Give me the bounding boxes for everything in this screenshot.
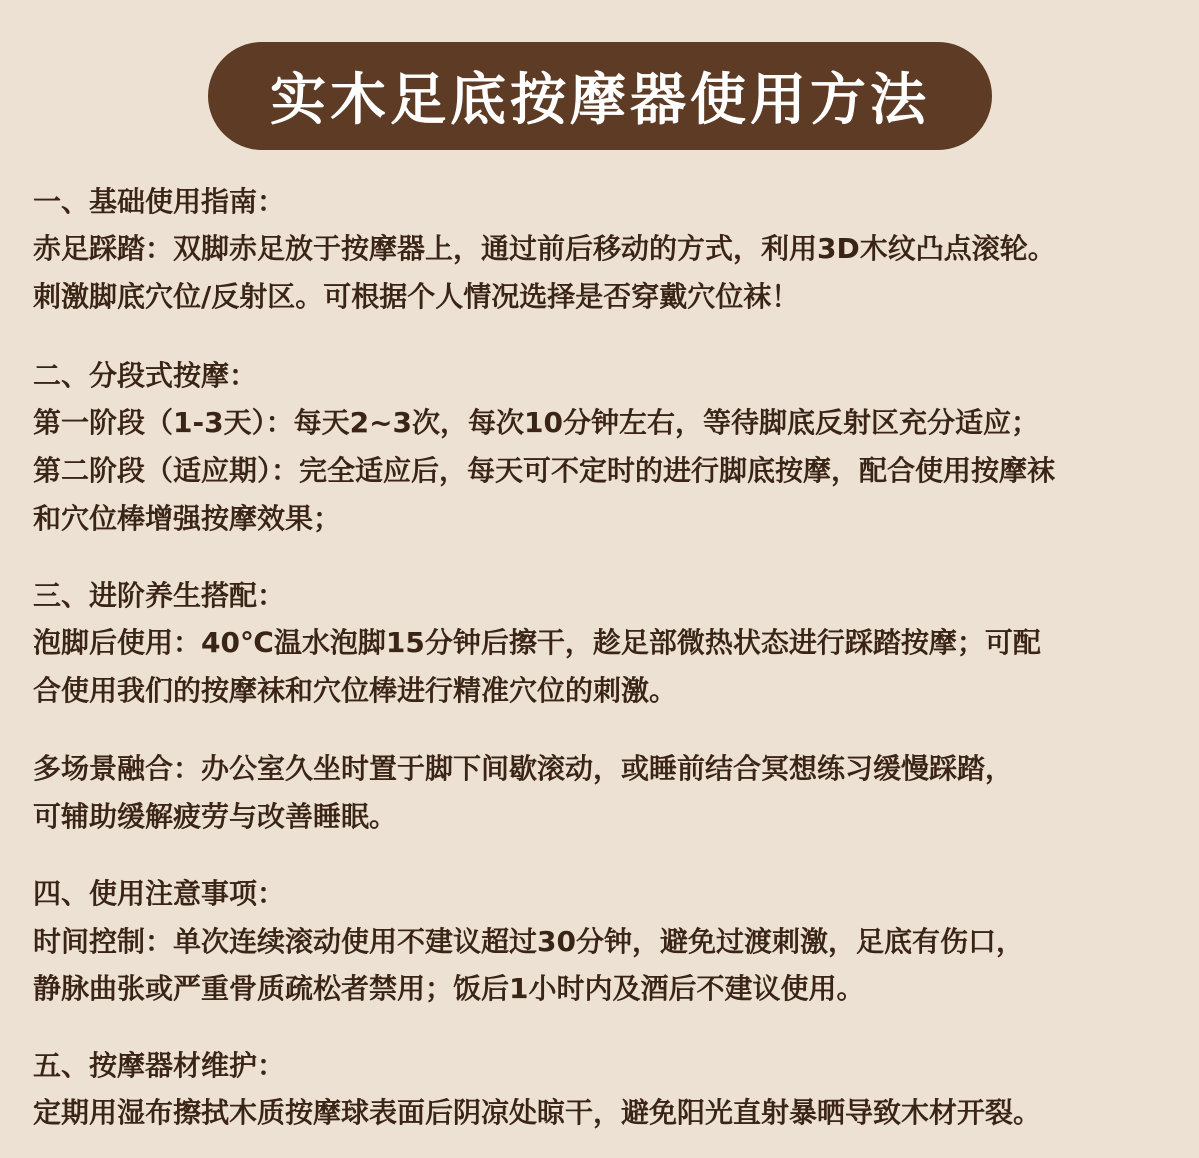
section-heading-advanced: 三、进阶养生搭配： [33,579,286,612]
title-banner [208,42,992,150]
paragraph-line: 和穴位棒增强按摩效果； [33,502,342,535]
paragraph-line: 时间控制：单次连续滚动使用不建议超过30分钟，避免过渡刺激，足底有伤口， [33,925,1024,958]
paragraph-line: 刺激脚底穴位/反射区。可根据个人情况选择是否穿戴穴位袜！ [33,280,800,313]
section-heading-basic: 一、基础使用指南： [33,185,286,218]
paragraph-line: 可辅助缓解疲劳与改善睡眠。 [33,800,398,833]
paragraph-line: 第一阶段（1-3天）：每天2~3次，每次10分钟左右，等待脚底反射区充分适应； [33,406,1039,439]
paragraph-line: 合使用我们的按摩袜和穴位棒进行精准穴位的刺激。 [33,674,678,707]
paragraph-line: 静脉曲张或严重骨质疏松者禁用；饭后1小时内及酒后不建议使用。 [33,972,865,1005]
paragraph-line: 赤足踩踏：双脚赤足放于按摩器上，通过前后移动的方式，利用3D木纹凸点滚轮。 [33,232,1056,265]
paragraph-line: 第二阶段（适应期）：完全适应后，每天可不定时的进行脚底按摩，配合使用按摩袜 [33,454,1056,487]
paragraph-line: 多场景融合：办公室久坐时置于脚下间歇滚动，或睡前结合冥想练习缓慢踩踏， [33,752,1014,785]
paragraph-line: 定期用湿布擦拭木质按摩球表面后阴凉处晾干，避免阳光直射暴晒导致木材开裂。 [33,1096,1042,1129]
page-title: 实木足底按摩器使用方法 [270,68,930,133]
section-heading-precautions: 四、使用注意事项： [33,877,286,910]
section-heading-maintenance: 五、按摩器材维护： [33,1049,286,1082]
paragraph-line: 泡脚后使用：40℃温水泡脚15分钟后擦干，趁足部微热状态进行踩踏按摩；可配 [33,626,1041,659]
section-heading-stages: 二、分段式按摩： [33,359,258,392]
